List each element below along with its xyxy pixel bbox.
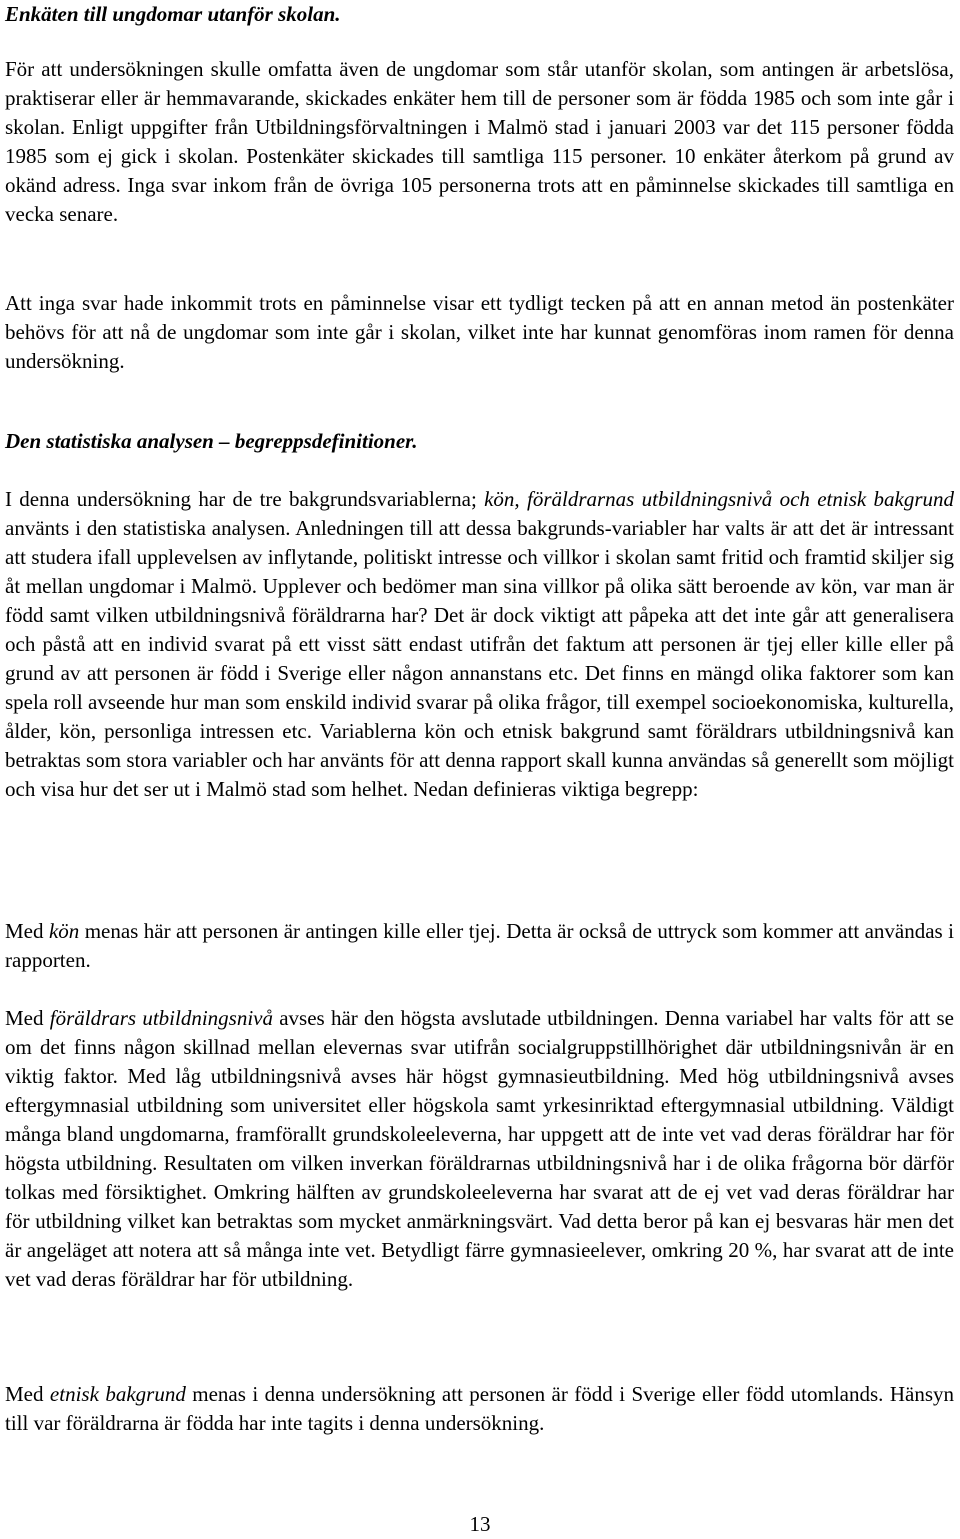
- paragraph-background-variables: [5, 485, 954, 804]
- section-heading-survey: Enkäten till ungdomar utanför skolan.: [5, 2, 341, 26]
- variables-emphasis: kön, föräldrarnas utbildningsnivå och etnisk bakgrund: [484, 487, 954, 511]
- paragraph-text: Med: [5, 1006, 50, 1030]
- paragraph-text: Med: [5, 1382, 50, 1406]
- paragraph-definition-education: [5, 1004, 954, 1294]
- section-heading-analysis: Den statistiska analysen – begreppsdefinitioner.: [5, 429, 418, 453]
- paragraph-text: använts i den statistiska analysen. Anledningen till att dessa bakgrunds-variabler har valts är att det är intressant att studera ifall upplevelsen av inflytande, politiskt intresse och villkor i skolan samt fritid och framtid skiljer sig åt mellan ungdomar i Malmö. Upplever och bedömer man sina villkor på olika sätt beroende av kön, var man är född samt vilken utbildningsnivå föräldrarna har? Det är dock viktigt att påpeka att det inte går att generalisera och påstå att en individ svarat på ett visst sätt endast utifrån det faktum att personen är tjej eller kille eller på grund av att personen är född i Sverige eller någon annanstans etc. Det finns en mängd olika faktorer som kan spela roll avseende hur man som enskild individ svarar på olika frågor, till exempel socioekonomiska, kulturella, ålder, kön, personliga intressen etc. Variablerna kön och etnisk bakgrund samt föräldrars utbildningsnivå kan betraktas som stora variabler och har använts för att denna rapport skall kunna användas så generellt som möjligt och visa hur det ser ut i Malmö stad som helhet. Nedan definieras viktiga begrepp:: [5, 516, 954, 801]
- paragraph-text: menas här att personen är antingen kille eller tjej. Detta är också de uttryck som kommer att användas i rapporten.: [5, 919, 954, 972]
- paragraph-survey-method: För att undersökningen skulle omfatta även de ungdomar som står utanför skolan, som antingen är arbetslösa, praktiserar eller är hemmavarande, skickades enkäter hem till de personer som är födda 1985 och som inte går i skolan. Enligt uppgifter från Utbildningsförvaltningen i Malmö stad i januari 2003 var det 115 personer födda 1985 som ej gick i skolan. Postenkäter skickades till samtliga 115 personer. 10 enkäter återkom på grund av okänd adress. Inga svar inkom från de övriga 105 personerna trots att en påminnelse skickades till samtliga en vecka senare.: [5, 57, 954, 226]
- term-ethnic-background: etnisk bakgrund: [49, 1382, 186, 1406]
- paragraph-text: menas i denna undersökning att personen är född i Sverige eller född utomlands. Hänsyn till var föräldrarna är födda har inte tagits i denna undersökning.: [5, 1382, 954, 1435]
- paragraph-definition-gender: [5, 917, 954, 975]
- paragraph-text: Med: [5, 919, 49, 943]
- term-gender: kön: [48, 919, 80, 943]
- paragraph-definition-ethnicity: [5, 1380, 954, 1438]
- term-parent-education: föräldrars utbildningsnivå: [49, 1006, 273, 1030]
- page-number: 13: [469, 1512, 491, 1536]
- paragraph-text: avses här den högsta avslutade utbildningen. Denna variabel har valts för att se om det finns någon skillnad mellan elevernas svar utifrån socialgruppstillhörighet där utbildningsnivån är en viktig faktor. Med låg utbildningsnivå avses här högst gymnasieutbildning. Med hög utbildningsnivå avses eftergymnasial utbildning som universitet eller högskola samt yrkesinriktad eftergymnasial utbildning. Väldigt många bland ungdomarna, framförallt grundskoleeleverna, har uppgett att de inte vet vad deras föräldrar har för högsta utbildning. Resultaten om vilken inverkan föräldrarnas utbildningsnivå har i de olika frågorna bör därför tolkas med försiktighet. Omkring hälften av grundskoleeleverna har svarat att de ej vet vad deras föräldrar har för utbildning vilket kan betraktas som mycket anmärkningsvärt. Vad detta beror på kan ej besvaras här men det är angeläget att notera att så många inte vet. Betydligt färre gymnasieelever, omkring 20 %, har svarat att de inte vet vad deras föräldrar har för utbildning.: [5, 1006, 955, 1291]
- paragraph-text: I denna undersökning har de tre bakgrundsvariablerna;: [5, 487, 485, 511]
- paragraph-survey-conclusion: Att inga svar hade inkommit trots en påminnelse visar ett tydligt tecken på att en annan metod än postenkäter behövs för att nå de ungdomar som inte går i skolan, vilket inte har kunnat genomföras inom ramen för denna undersökning.: [5, 291, 954, 373]
